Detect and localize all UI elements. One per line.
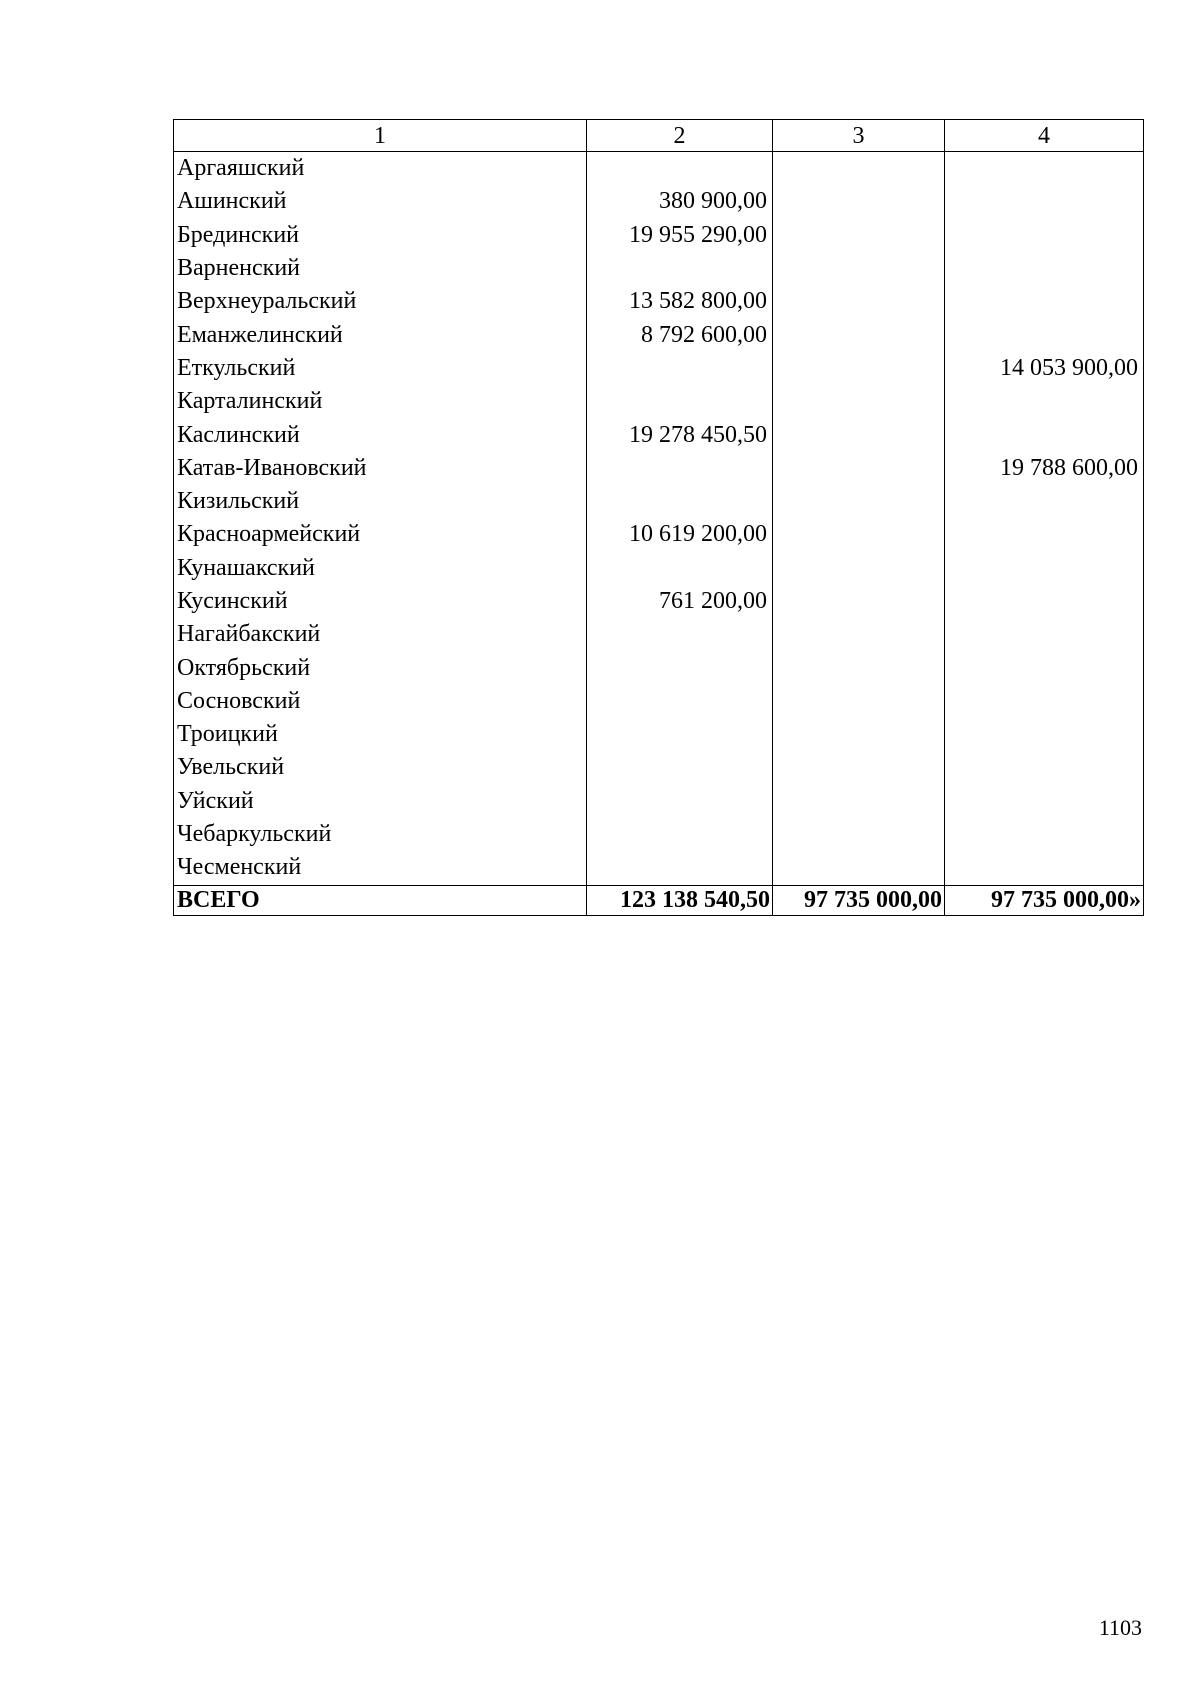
row-col2: 380 900,00 (587, 185, 773, 218)
row-col4 (945, 685, 1144, 718)
row-name: Октябрьский (174, 651, 587, 684)
table-row (174, 851, 1144, 885)
row-col4 (945, 785, 1144, 818)
row-col4 (945, 285, 1144, 318)
row-col2: 19 278 450,50 (587, 418, 773, 451)
row-col3 (773, 418, 945, 451)
table-row (174, 751, 1144, 784)
row-col3 (773, 618, 945, 651)
row-col2 (587, 452, 773, 485)
table-row (174, 252, 1144, 285)
table-row (174, 185, 1144, 218)
row-col3 (773, 851, 945, 885)
table-row (174, 418, 1144, 451)
total-col4: 97 735 000,00» (945, 885, 1144, 915)
row-col3 (773, 585, 945, 618)
row-col3 (773, 252, 945, 285)
row-name: Чесменский (174, 851, 587, 885)
table-row (174, 618, 1144, 651)
table-row (174, 518, 1144, 551)
column-header-1: 1 (174, 120, 587, 152)
row-col3 (773, 685, 945, 718)
table-row (174, 685, 1144, 718)
row-col2 (587, 252, 773, 285)
row-col3 (773, 485, 945, 518)
row-name: Еманжелинский (174, 318, 587, 351)
table-row (174, 285, 1144, 318)
row-col4 (945, 385, 1144, 418)
row-name: Еткульский (174, 352, 587, 385)
row-name: Каслинский (174, 418, 587, 451)
row-col2 (587, 851, 773, 885)
table-row (174, 318, 1144, 351)
row-col4 (945, 751, 1144, 784)
row-col4: 14 053 900,00 (945, 352, 1144, 385)
row-col2: 8 792 600,00 (587, 318, 773, 351)
row-name: Кусинский (174, 585, 587, 618)
row-col4 (945, 618, 1144, 651)
row-col3 (773, 718, 945, 751)
table-body (174, 152, 1144, 916)
row-col2 (587, 618, 773, 651)
row-col2 (587, 685, 773, 718)
table-row (174, 552, 1144, 585)
row-col3 (773, 818, 945, 851)
row-col4 (945, 152, 1144, 186)
row-col4 (945, 818, 1144, 851)
row-name: Катав-Ивановский (174, 452, 587, 485)
total-label: ВСЕГО (174, 885, 587, 915)
table-row (174, 385, 1144, 418)
table-row (174, 818, 1144, 851)
row-col3 (773, 185, 945, 218)
table-row (174, 452, 1144, 485)
row-col4 (945, 185, 1144, 218)
row-col2 (587, 751, 773, 784)
row-col2: 13 582 800,00 (587, 285, 773, 318)
row-name: Аргаяшский (174, 152, 587, 186)
total-row (174, 885, 1144, 915)
row-name: Ашинский (174, 185, 587, 218)
row-col2 (587, 651, 773, 684)
row-col3 (773, 385, 945, 418)
row-col2: 19 955 290,00 (587, 219, 773, 252)
table-row (174, 718, 1144, 751)
row-col3 (773, 651, 945, 684)
row-col2 (587, 385, 773, 418)
row-col4 (945, 318, 1144, 351)
page-number: 1103 (1098, 1615, 1142, 1640)
row-col2: 761 200,00 (587, 585, 773, 618)
row-col3 (773, 152, 945, 186)
row-name: Верхнеуральский (174, 285, 587, 318)
row-col4 (945, 851, 1144, 885)
column-header-3: 3 (773, 120, 945, 152)
column-header-2: 2 (587, 120, 773, 152)
row-col4 (945, 651, 1144, 684)
row-col3 (773, 785, 945, 818)
row-col4 (945, 252, 1144, 285)
row-col3 (773, 318, 945, 351)
row-col2 (587, 152, 773, 186)
row-col2 (587, 818, 773, 851)
row-col3 (773, 552, 945, 585)
row-col3 (773, 285, 945, 318)
table-row (174, 585, 1144, 618)
row-col2: 10 619 200,00 (587, 518, 773, 551)
row-name: Троицкий (174, 718, 587, 751)
table-row (174, 651, 1144, 684)
row-col2 (587, 718, 773, 751)
table-row (174, 485, 1144, 518)
row-col4 (945, 418, 1144, 451)
row-col4 (945, 718, 1144, 751)
table-row (174, 152, 1144, 186)
row-name: Нагайбакский (174, 618, 587, 651)
row-col2 (587, 785, 773, 818)
row-col3 (773, 352, 945, 385)
row-col4 (945, 219, 1144, 252)
table-row (174, 785, 1144, 818)
row-col2 (587, 485, 773, 518)
row-col3 (773, 751, 945, 784)
row-col4: 19 788 600,00 (945, 452, 1144, 485)
row-col4 (945, 485, 1144, 518)
total-col3: 97 735 000,00 (773, 885, 945, 915)
row-name: Варненский (174, 252, 587, 285)
row-col3 (773, 219, 945, 252)
row-name: Красноармейский (174, 518, 587, 551)
table-row (174, 352, 1144, 385)
data-table (173, 119, 1144, 916)
row-name: Кизильский (174, 485, 587, 518)
row-name: Уйский (174, 785, 587, 818)
row-col4 (945, 552, 1144, 585)
row-col2 (587, 352, 773, 385)
row-col4 (945, 518, 1144, 551)
row-col2 (587, 552, 773, 585)
row-name: Карталинский (174, 385, 587, 418)
row-name: Брединский (174, 219, 587, 252)
row-name: Увельский (174, 751, 587, 784)
row-name: Чебаркульский (174, 818, 587, 851)
row-col3 (773, 452, 945, 485)
column-header-4: 4 (945, 120, 1144, 152)
table-row (174, 219, 1144, 252)
row-name: Сосновский (174, 685, 587, 718)
header-row (174, 120, 1144, 152)
row-col4 (945, 585, 1144, 618)
row-col3 (773, 518, 945, 551)
row-name: Кунашакский (174, 552, 587, 585)
total-col2: 123 138 540,50 (587, 885, 773, 915)
